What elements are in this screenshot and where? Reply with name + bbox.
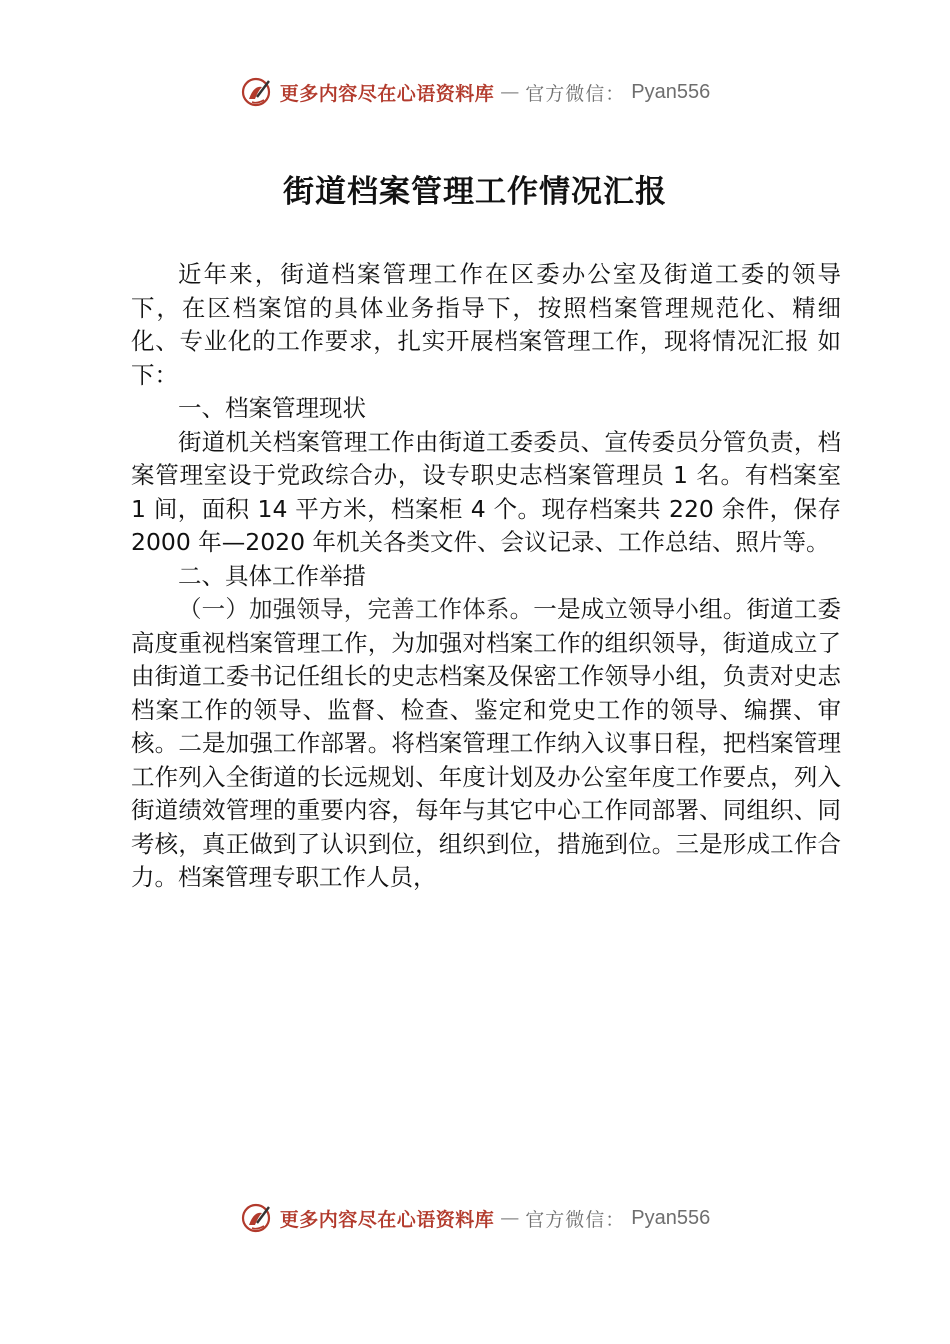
banner-wechat-label: 官方微信： (525, 82, 626, 105)
banner-separator: — (500, 81, 520, 103)
banner-wechat-label: 官方微信： (525, 1208, 626, 1231)
section2-sub1-body: 一是成立领导小组。街道工委高度重视档案管理工作，为加强对档案工作的组织领导，街道成立了由街道工委书记任组长的史志档案及保密工作领导小组，负责对史志档案工作的领导、监督、检查、鉴定和党史工作的领导、编撰、审核。二是加强工作部署。将档案管理工作纳入议事日程，把档案管理工作列入全街道的长远规划、年度计划及办公室年度工作要点，列入街道绩效管理的重要内容，每年与其它中心工作同部署、同组织、同考核，真正做到了认识到位，组织到位，措施到位。三是形成工作合力。档案管理专职工作人员， (131, 595, 842, 891)
section1-paragraph: 街道机关档案管理工作由街道工委委员、宣传委员分管负责，档案管理室设于党政综合办，设专职史志档案管理员 1 名。有档案室 1 间，面积 14 平方米，档案柜 4 个。现存档案共 220 余件，保存 2000 年—2020 年机关各类文件、会议记录、工作总结、照片等。 (131, 427, 841, 556)
banner-text: 更多内容尽在心语资料库 (279, 1208, 495, 1231)
brand-logo-icon (240, 75, 274, 109)
banner-wechat-id: Pyan556 (631, 1206, 711, 1229)
section2-heading: 二、具体工作举措 (178, 561, 366, 590)
brand-logo-icon (240, 1201, 274, 1235)
document-body (131, 258, 841, 895)
banner-separator: — (500, 1207, 520, 1229)
document-title: 街道档案管理工作情况汇报 (283, 174, 667, 210)
header-banner (0, 72, 950, 112)
intro-paragraph: 近年来，街道档案管理工作在区委办公室及街道工委的领导 下，在区档案馆的具体业务指导下，按照档案管理规范化、精细 化、专业化的工作要求，扎实开展档案管理工作，现将情况汇报 如下： (131, 260, 841, 389)
section1-heading: 一、档案管理现状 (178, 394, 366, 422)
banner-text: 更多内容尽在心语资料库 (279, 82, 495, 105)
section2-sub1-heading: （一）加强领导，完善工作体系。 (178, 595, 534, 623)
footer-banner (0, 1198, 950, 1238)
section2-sub1-paragraph (131, 593, 841, 895)
banner-wechat-id: Pyan556 (631, 80, 711, 103)
